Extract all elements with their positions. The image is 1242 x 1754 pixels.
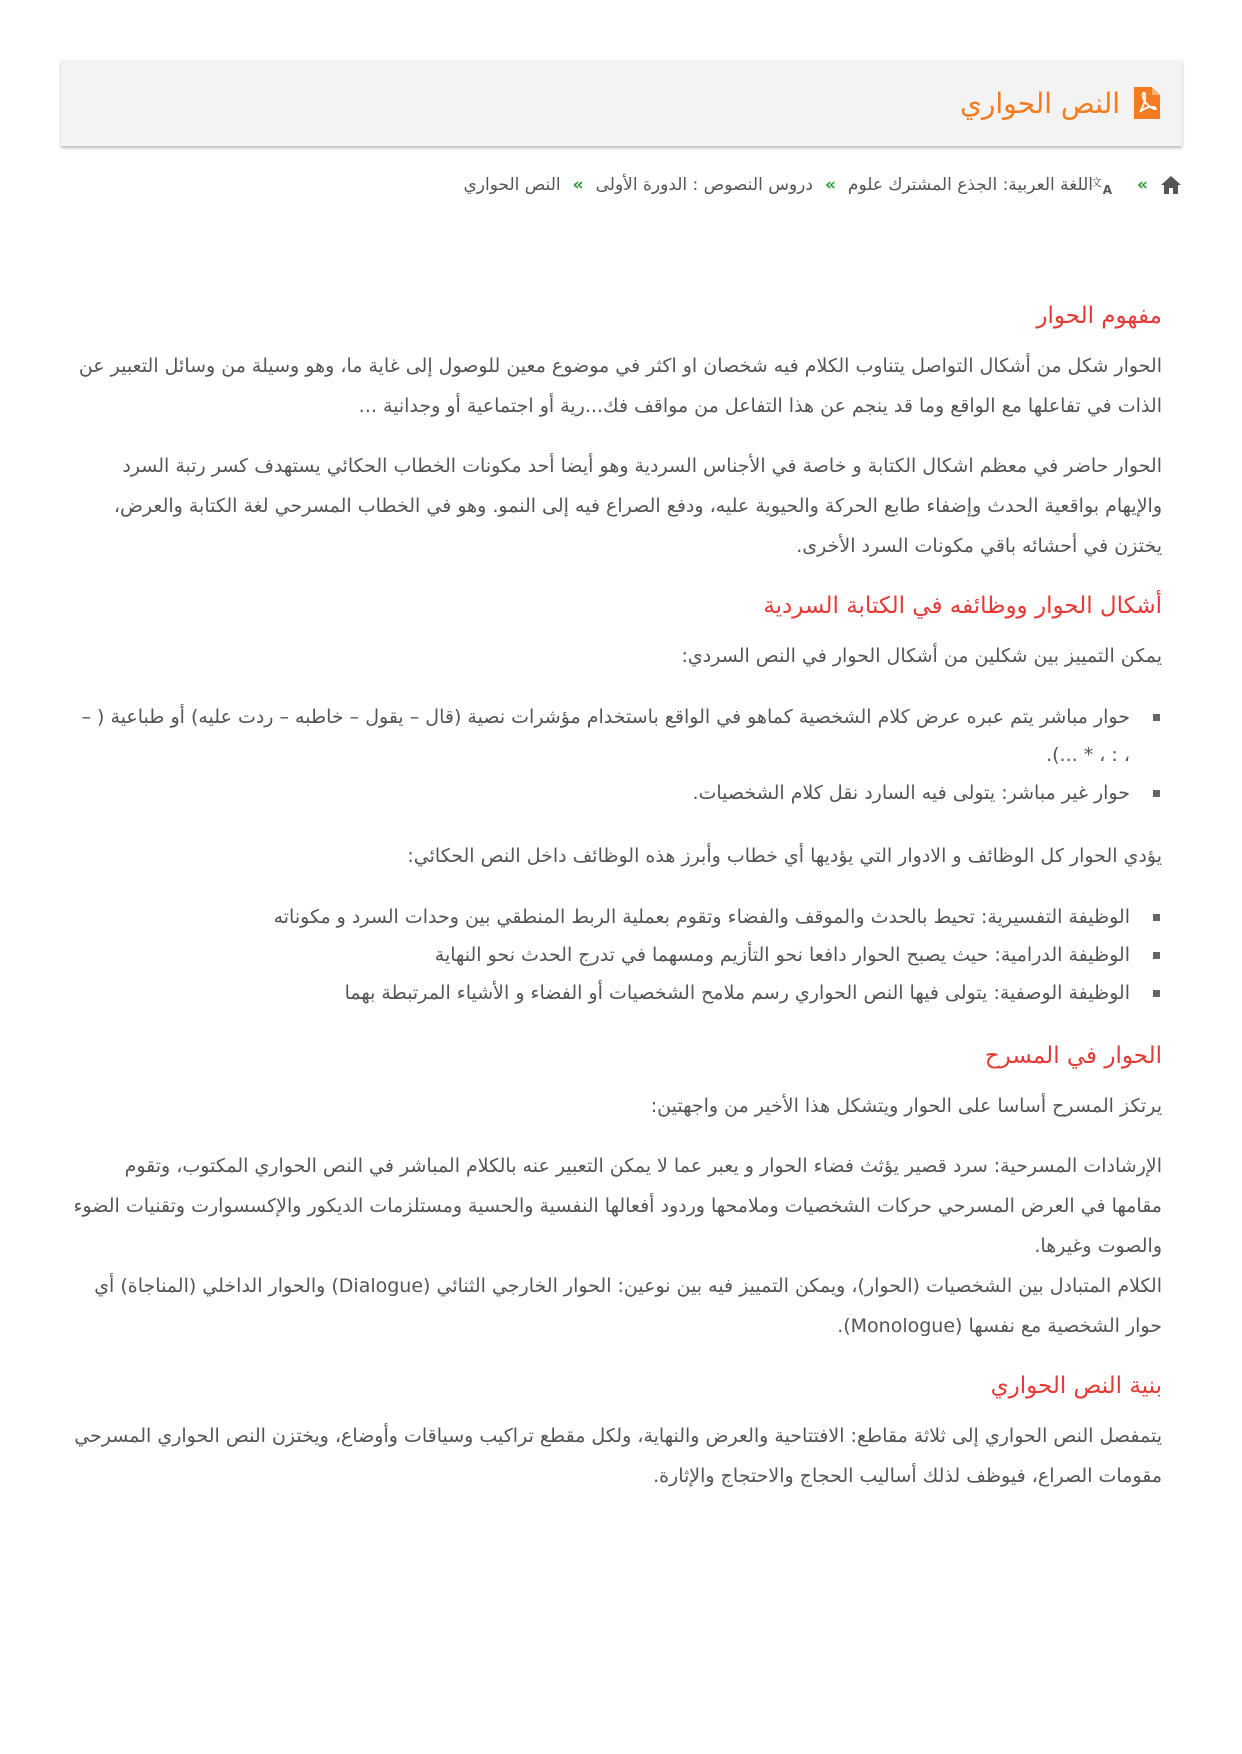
article-content <box>72 296 1162 1516</box>
page-title: النص الحواري <box>959 86 1120 120</box>
breadcrumb-separator: » <box>572 175 584 195</box>
breadcrumb-separator: » <box>1137 175 1148 195</box>
paragraph: الإرشادات المسرحية: سرد قصير يؤثث فضاء الحوار و يعبر عما لا يمكن التعبير عنه بالكلام المباشر في النص الحواري المكتوب، وتقوم مقامها في العرض المسرحي حركات الشخصيات وملامحها وردود أفعالها النفسية والحسية ومستلزمات الديكور والإكسسوارت وتقنيات الضوء والصوت وغيرها. <box>73 1155 1162 1257</box>
paragraph: الكلام المتبادل بين الشخصيات (الحوار)، ويمكن التمييز فيه بين نوعين: الحوار الخارجي الثنائي (Dialogue) والحوار الداخلي (المناجاة) أي حوار الشخصية مع نفسها (Monologue). <box>94 1275 1162 1337</box>
dialogue-forms-list <box>72 698 1162 812</box>
svg-text:A: A <box>1102 183 1113 197</box>
breadcrumb-item-lessons[interactable]: دروس النصوص : الدورة الأولى <box>595 175 813 195</box>
list-item: حوار مباشر يتم عبره عرض كلام الشخصية كماهو في الواقع باستخدام مؤشرات نصية (قال – يقول – خاطبه – ردت عليه) أو طباعية ( – ، : ، * ...). <box>72 698 1130 774</box>
paragraph: الحوار شكل من أشكال التواصل يتناوب الكلام فيه شخصان او اكثر في موضوع معين للوصول إلى غاية ما، وهو وسيلة من وسائل التعبير عن الذات في تفاعلها مع الواقع وما قد ينجم عن هذا التفاعل من مواقف فك...رية أو اجتماعية أو وجدانية ... <box>78 355 1162 417</box>
page-header <box>61 60 1182 146</box>
svg-text:文: 文 <box>1091 176 1103 189</box>
list-item: الوظيفة الوصفية: يتولى فيها النص الحواري رسم ملامح الشخصيات أو الفضاء و الأشياء المرتبطة بهما <box>72 974 1130 1012</box>
paragraph: يمكن التمييز بين شكلين من أشكال الحوار في النص السردي: <box>681 645 1162 667</box>
list-item: حوار غير مباشر: يتولى فيه السارد نقل كلام الشخصيات. <box>72 774 1130 812</box>
breadcrumb <box>463 170 1182 200</box>
paragraph: يرتكز المسرح أساسا على الحوار ويتشكل هذا الأخير من واجهتين: <box>650 1095 1162 1117</box>
breadcrumb-item-current: النص الحواري <box>463 175 561 195</box>
functions-list <box>72 898 1162 1012</box>
section-heading-theatre: الحوار في المسرح <box>984 1043 1162 1069</box>
header-title-wrap <box>960 60 1162 146</box>
breadcrumb-item-arabic[interactable]: اللغة العربية: الجذع المشترك علوم <box>847 175 1094 195</box>
translate-icon <box>1091 174 1125 197</box>
home-icon[interactable] <box>1160 175 1182 195</box>
list-item: الوظيفة التفسيرية: تحيط بالحدث والموقف والفضاء وتقوم بعملية الربط المنطقي بين وحدات السرد و مكوناته <box>72 898 1130 936</box>
section-heading-structure: بنية النص الحواري <box>990 1373 1162 1399</box>
paragraph: الحوار حاضر في معظم اشكال الكتابة و خاصة في الأجناس السردية وهو أيضا أحد مكونات الخطاب الحكائي يستهدف كسر رتبة السرد والإيهام بواقعية الحدث وإضفاء طابع الحركة والحيوية عليه، ودفع الصراع فيه إلى النمو. وهو في الخطاب المسرحي لغة الكتابة والعرض، يختزن في أحشائه باقي مكونات السرد الأخرى. <box>113 455 1162 557</box>
list-item: الوظيفة الدرامية: حيث يصبح الحوار دافعا نحو التأزيم ومسهما في تدرج الحدث نحو النهاية <box>72 936 1130 974</box>
pdf-icon[interactable] <box>1132 85 1162 121</box>
paragraph: يؤدي الحوار كل الوظائف و الادوار التي يؤديها أي خطاب وأبرز هذه الوظائف داخل النص الحكائي: <box>407 845 1162 867</box>
breadcrumb-separator: » <box>824 175 836 195</box>
section-heading-concept: مفهوم الحوار <box>1036 303 1162 329</box>
section-heading-forms: أشكال الحوار ووظائفه في الكتابة السردية <box>763 593 1162 619</box>
paragraph: يتمفصل النص الحواري إلى ثلاثة مقاطع: الافتتاحية والعرض والنهاية، ولكل مقطع تراكيب وسياقات وأوضاع، ويختزن النص الحواري المسرحي مقومات الصراع، فيوظف لذلك أساليب الحجاج والاحتجاج والإثارة. <box>74 1425 1162 1487</box>
